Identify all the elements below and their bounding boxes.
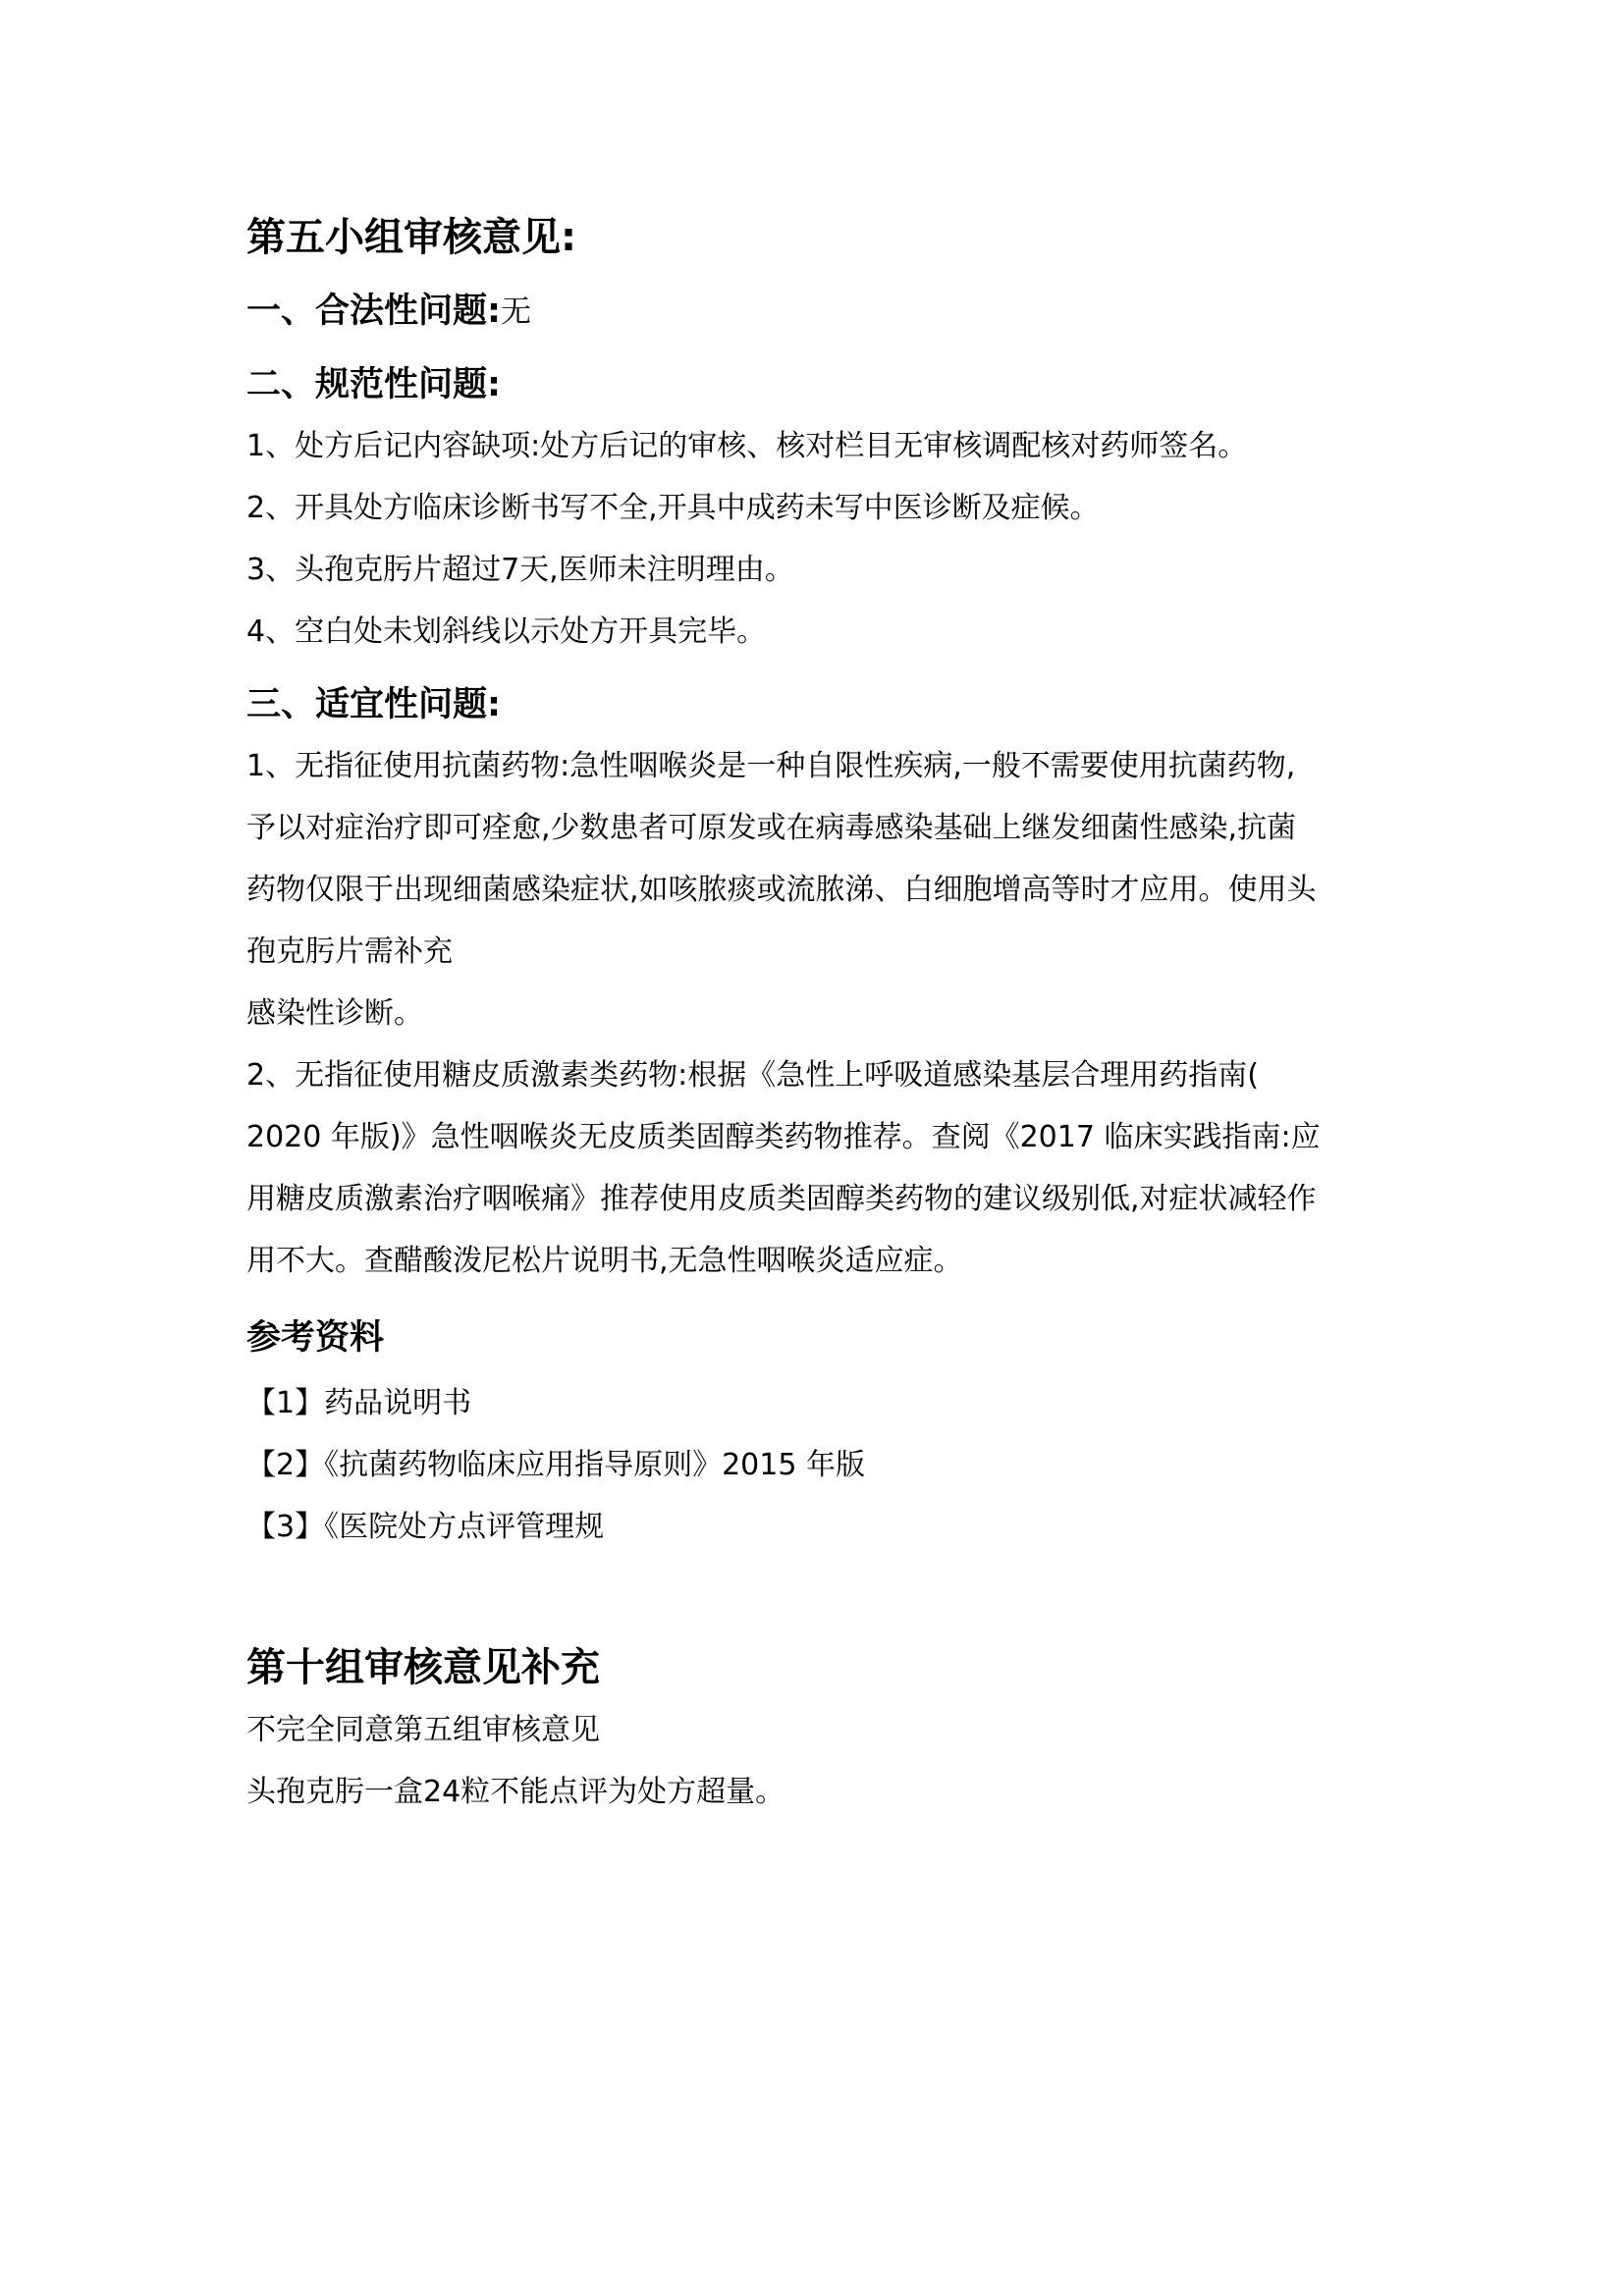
standard-item-1: 1、处方后记内容缺项:处方后记的审核、核对栏目无审核调配核对药师签名。	[246, 429, 1248, 463]
paragraph-line: 用不大。查醋酸泼尼松片说明书,无急性咽喉炎适应症。	[246, 1244, 963, 1278]
reference-item-2: 【2】《抗菌药物临床应用指导原则》2015 年版	[246, 1448, 865, 1482]
legality-heading	[246, 281, 1395, 343]
paragraph-line: 予以对症治疗即可痊愈,少数患者可原发或在病毒感染基础上继发细菌性感染,抗菌	[246, 811, 1297, 845]
standard-item-3: 3、头孢克肟片超过7天,医师未注明理由。	[246, 553, 794, 587]
paragraph-line: 用糖皮质激素治疗咽喉痛》推荐使用皮质类固醇类药物的建议级别低,对症状减轻作	[246, 1182, 1317, 1216]
reference-item-1: 【1】药品说明书	[246, 1386, 472, 1420]
group5-title: 第五小组审核意见:	[246, 215, 576, 260]
paragraph-line: 感染性诊断。	[246, 996, 423, 1031]
suitability-item-2	[246, 1044, 1395, 1292]
suitability-heading	[246, 674, 1395, 735]
reference-item-3: 【3】《医院处方点评管理规	[246, 1510, 605, 1544]
document-body	[246, 206, 1395, 1823]
suitability-label: 三、适宜性问题:	[246, 685, 501, 724]
legality-value: 无	[501, 294, 531, 330]
suitability-item-1	[246, 735, 1395, 1044]
group10-line-2: 头孢克肟一盒24粒不能点评为处方超量。	[246, 1775, 785, 1809]
paragraph-line: 孢克肟片需补充	[246, 934, 453, 969]
standard-label: 二、规范性问题:	[246, 365, 501, 404]
references-heading: 参考资料	[246, 1318, 385, 1358]
paragraph-line: 1、无指征使用抗菌药物:急性咽喉炎是一种自限性疾病,一般不需要使用抗菌药物,	[246, 749, 1296, 783]
standard-heading	[246, 354, 1395, 415]
group10-line-1: 不完全同意第五组审核意见	[246, 1713, 600, 1747]
standard-item-4: 4、空白处未划斜线以示处方开具完毕。	[246, 614, 767, 649]
legality-label: 一、合法性问题:	[246, 292, 501, 331]
group10-title: 第十组审核意见补充	[246, 1645, 600, 1690]
standard-item-2: 2、开具处方临床诊断书写不全,开具中成药未写中医诊断及症候。	[246, 491, 1100, 525]
paragraph-line: 2、无指征使用糖皮质激素类药物:根据《急性上呼吸道感染基层合理用药指南(	[246, 1058, 1259, 1093]
paragraph-line: 2020 年版)》急性咽喉炎无皮质类固醇类药物推荐。查阅《2017 临床实践指南:应	[246, 1120, 1321, 1154]
paragraph-line: 药物仅限于出现细菌感染症状,如咳脓痰或流脓涕、白细胞增高等时才应用。使用头	[246, 873, 1317, 907]
